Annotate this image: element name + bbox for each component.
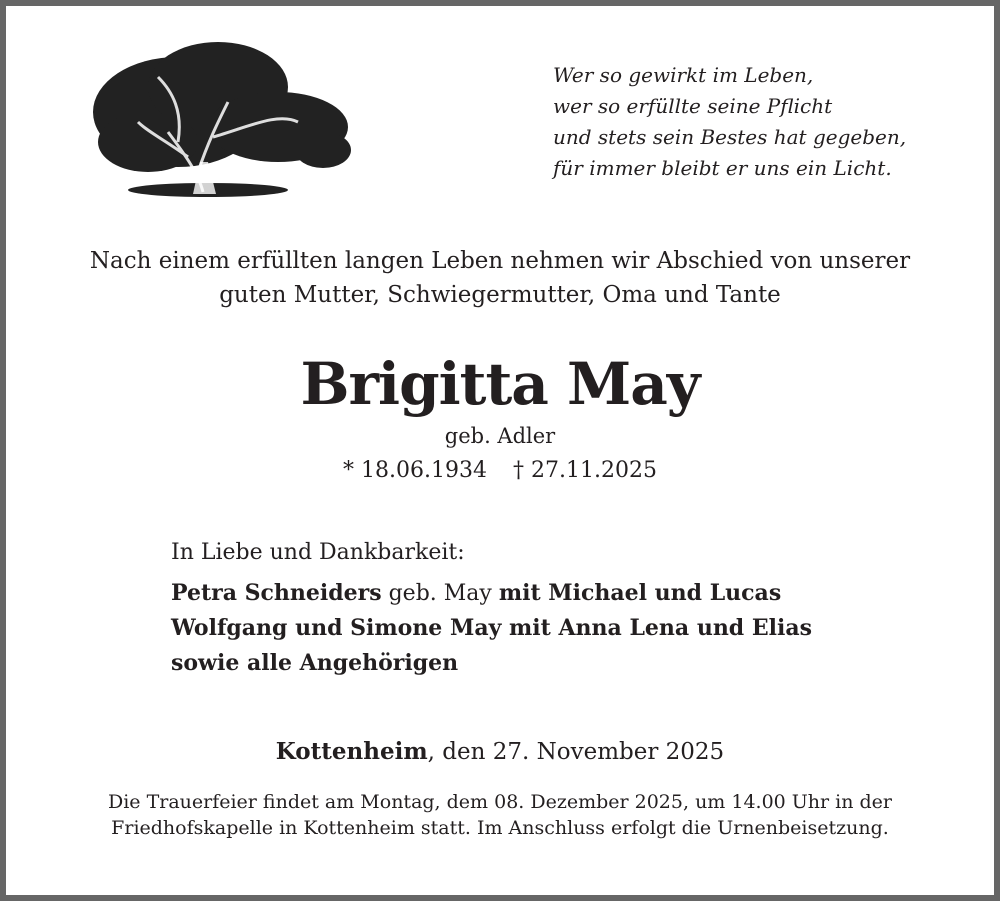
- poem-line: wer so erfüllte seine Pflicht: [553, 94, 833, 118]
- poem-line: für immer bleibt er uns ein Licht.: [553, 156, 892, 180]
- place: Kottenheim: [275, 738, 428, 765]
- poem-line: und stets sein Bestes hat gegeben,: [553, 125, 907, 149]
- poem: [553, 60, 906, 184]
- intro-line: guten Mutter, Schwiegermutter, Oma und Tante: [219, 282, 781, 308]
- deceased-name: Brigitta May: [300, 350, 700, 418]
- mourner-maiden: geb. May: [381, 581, 499, 606]
- mourner-line: sowie alle Angehörigen: [171, 650, 459, 676]
- mourners-intro: In Liebe und Dankbarkeit:: [171, 540, 465, 565]
- service-line: Die Trauerfeier findet am Montag, dem 08. Dezember 2025, um 14.00 Uhr in der: [107, 791, 893, 813]
- birth-date: * 18.06.1934: [343, 458, 487, 483]
- intro-line: Nach einem erfüllten langen Leben nehmen wir Abschied von unserer: [89, 248, 911, 274]
- mourner-line: [171, 580, 781, 606]
- service-line: Friedhofskapelle in Kottenheim statt. Im Anschluss erfolgt die Urnenbeisetzung.: [111, 817, 889, 839]
- tree-illustration: [88, 32, 358, 202]
- mourner-name: Petra Schneiders: [171, 580, 382, 606]
- death-date: † 27.11.2025: [513, 458, 657, 483]
- poem-line: Wer so gewirkt im Leben,: [553, 63, 814, 87]
- mourner-family: mit Michael und Lucas: [498, 580, 782, 606]
- place-date: [0, 738, 1000, 765]
- maiden-name: geb. Adler: [444, 424, 556, 448]
- date: , den 27. November 2025: [427, 739, 725, 765]
- mourner-line: Wolfgang und Simone May mit Anna Lena und Elias: [171, 615, 812, 641]
- dates: [0, 458, 1000, 483]
